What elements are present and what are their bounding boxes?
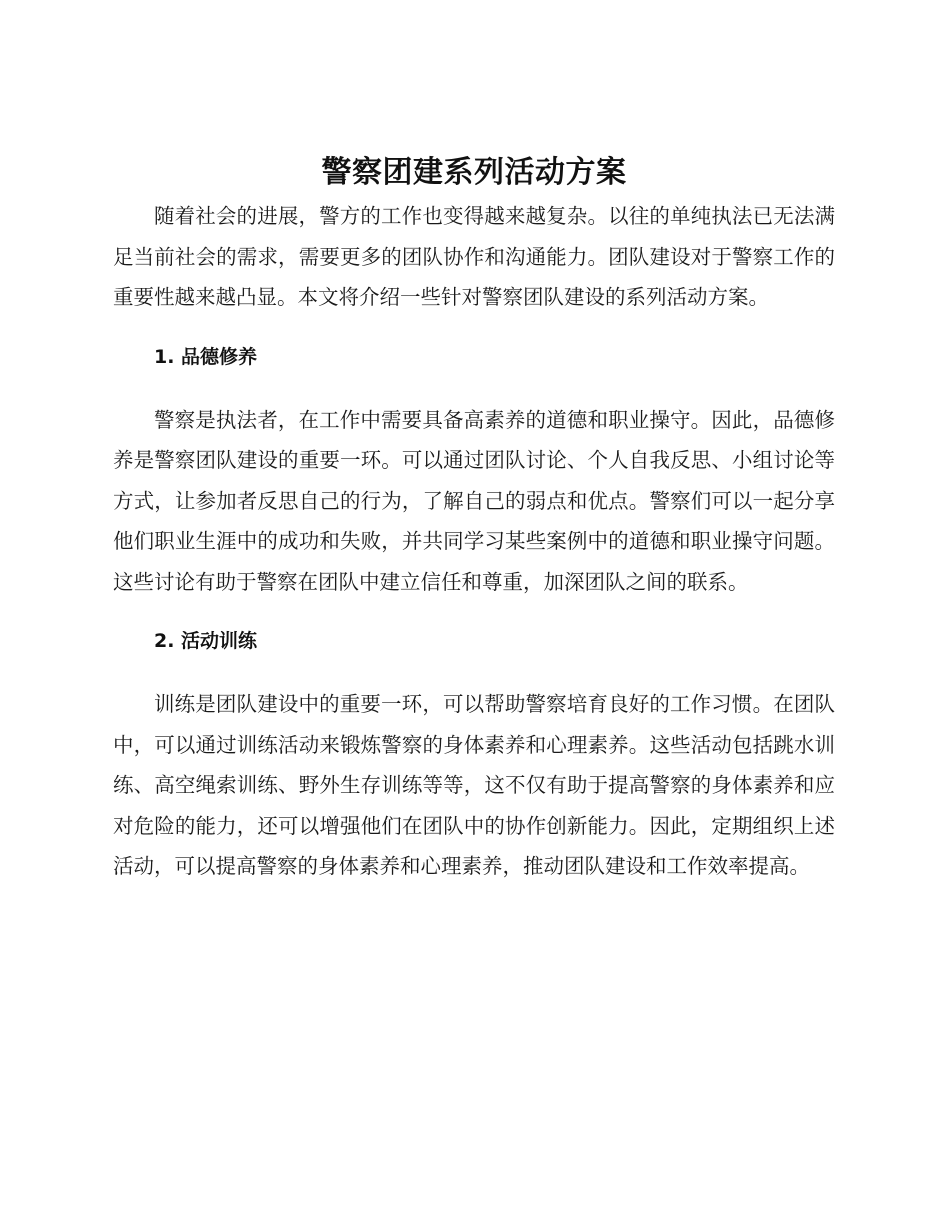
document-content [113, 150, 835, 887]
spacer [113, 602, 835, 628]
section-body-1: 警察是执法者，在工作中需要具备高素养的道德和职业操守。因此，品德修养是警察团队建设的重要一环。可以通过团队讨论、个人自我反思、小组讨论等方式，让参加者反思自己的行为，了解自己的弱点和优点。警察们可以一起分享他们职业生涯中的成功和失败，并共同学习某些案例中的道德和职业操守问题。这些讨论有助于警察在团队中建立信任和尊重，加深团队之间的联系。 [113, 407, 835, 594]
section-body-2: 训练是团队建设中的重要一环，可以帮助警察培育良好的工作习惯。在团队中，可以通过训练活动来锻炼警察的身体素养和心理素养。这些活动包括跳水训练、高空绳索训练、野外生存训练等等，这不仅有助于提高警察的身体素养和应对危险的能力，还可以增强他们在团队中的协作创新能力。因此，定期组织上述活动，可以提高警察的身体素养和心理素养，推动团队建设和工作效率提高。 [113, 692, 835, 878]
section-heading-2: 2. 活动训练 [154, 630, 258, 652]
spacer [113, 654, 835, 684]
document-title: 警察团建系列活动方案 [321, 155, 627, 190]
spacer [113, 370, 835, 400]
spacer [113, 318, 835, 344]
section-heading-1: 1. 品德修养 [154, 345, 258, 368]
intro-paragraph: 随着社会的进展，警方的工作也变得越来越复杂。以往的单纯执法已无法满足当前社会的需求，需要更多的团队协作和沟通能力。团队建设对于警察工作的重要性越来越凸显。本文将介绍一些针对警察团队建设的系列活动方案。 [113, 204, 835, 309]
